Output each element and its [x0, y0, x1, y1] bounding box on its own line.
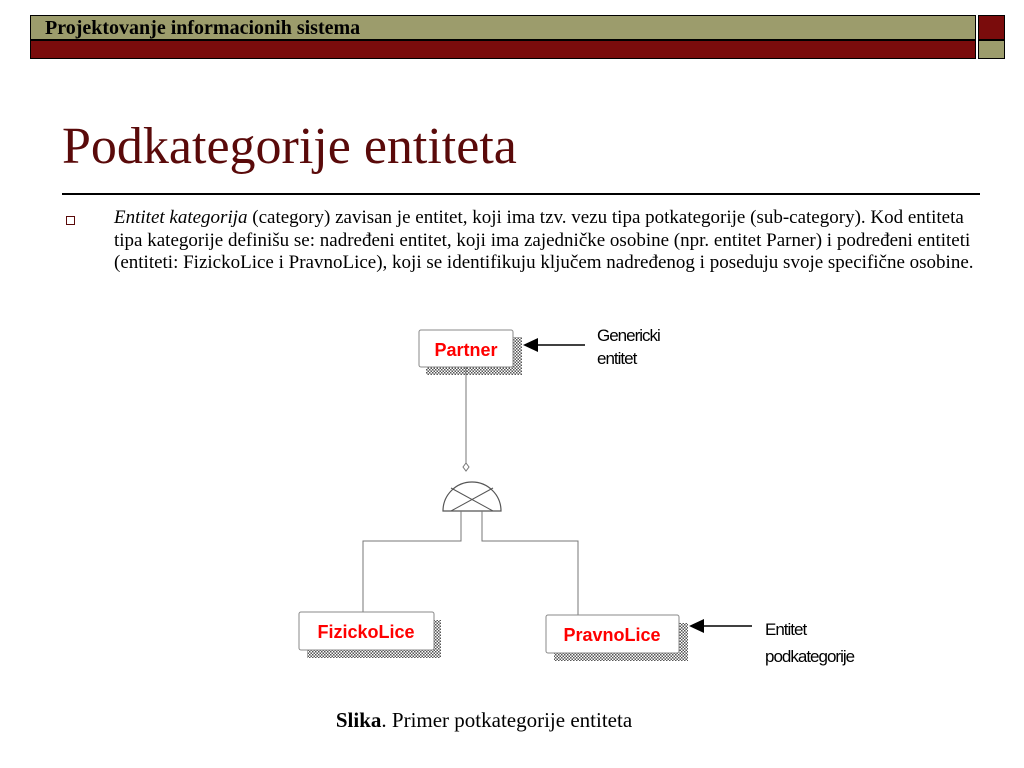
- sub-note-line2: podkategorije: [765, 647, 855, 666]
- child-label-pravno: PravnoLice: [563, 625, 661, 645]
- child-entity-box-pravno: [546, 615, 688, 661]
- header-title: Projektovanje informacionih sistema: [45, 17, 361, 39]
- subcategory-symbol: [443, 482, 501, 511]
- figure-caption: [0, 708, 968, 733]
- caption-bold: Slika: [335, 708, 382, 732]
- child-entity-box-fizicko: [299, 612, 441, 658]
- bullet-body: (category) zavisan je entitet, koji ima tzv. vezu tipa potkategorije (sub-category). Kod entiteta tipa kategorije definišu se: nadređeni entitet, koji ima zajedničke osobine (npr. entitet Parner) i podređeni entiteti (entiteti: FizickoLice i PravnoLice), koji se identifikuju ključem nadređenog i poseduju svoje specifične osobine.: [114, 207, 974, 273]
- generic-arrow: [523, 338, 585, 352]
- generic-note-line2: entitet: [597, 349, 637, 368]
- child-connector-right: [482, 511, 578, 615]
- caption-text: . Primer potkategorije entiteta: [381, 708, 633, 732]
- bullet-term: Entitet kategorija: [114, 207, 248, 228]
- page-title: Podkategorije entiteta: [62, 118, 517, 175]
- parent-entity-box: [419, 330, 522, 375]
- child-label-fizicko: FizickoLice: [317, 622, 415, 642]
- sub-note-line1: Entitet: [765, 620, 807, 639]
- generic-note-line1: Genericki: [597, 326, 660, 345]
- parent-label: Partner: [434, 340, 498, 360]
- parent-connector-tip: [463, 463, 469, 471]
- subcategory-arrow: [689, 619, 752, 633]
- child-connector-left: [363, 511, 461, 612]
